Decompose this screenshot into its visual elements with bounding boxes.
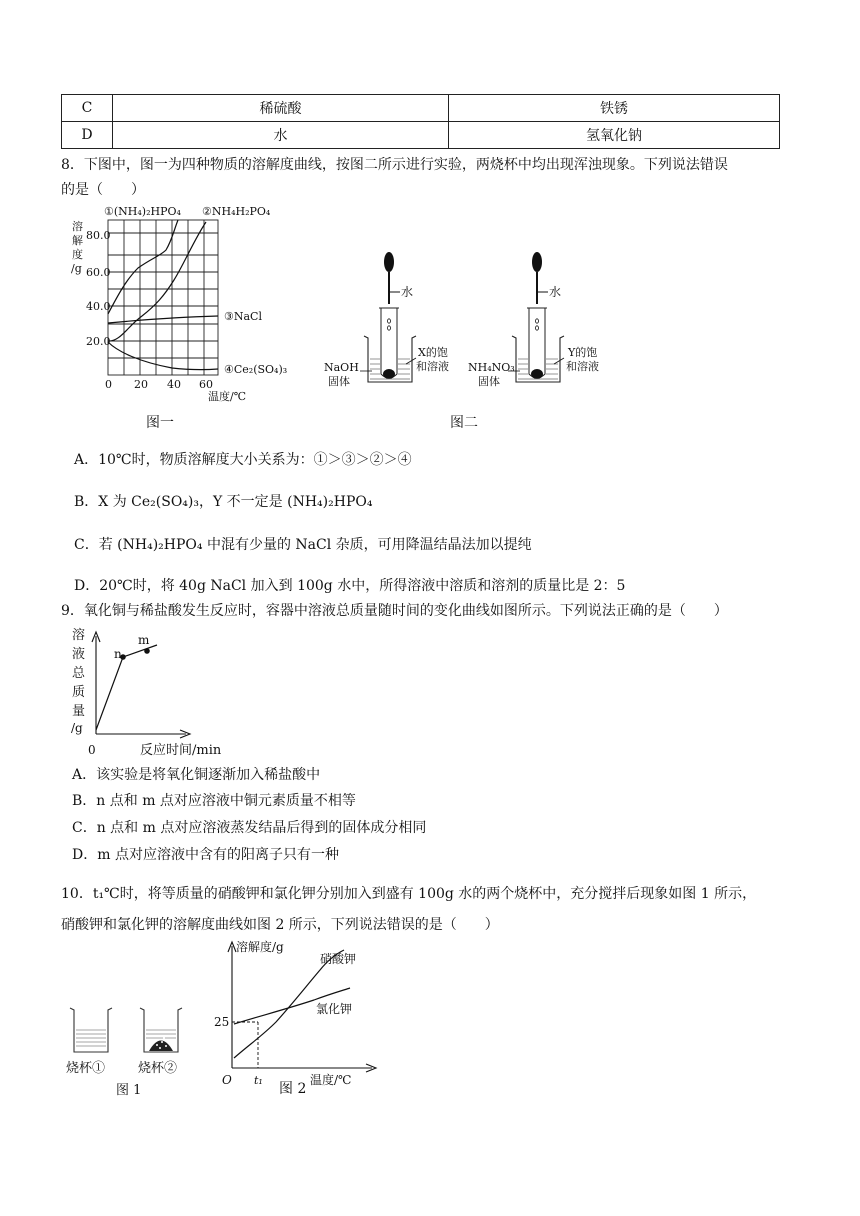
q10-stem-line1: 10．t₁℃时，将等质量的硝酸钾和氯化钾分别加入到盛有 100g 水的两个烧杯中，充分搅拌后现象如图 1 所示， — [61, 886, 757, 902]
options-table — [61, 94, 780, 149]
table-cell-key: C — [62, 95, 113, 122]
table-cell: 铁锈 — [449, 95, 780, 122]
table-cell: 氢氧化钠 — [449, 122, 780, 149]
q9-option-a: A．该实验是将氧化铜逐渐加入稀盐酸中 — [72, 767, 321, 783]
point-m-label: m — [138, 633, 150, 647]
solid-deposit — [383, 369, 395, 379]
y-label-char: 总 — [72, 666, 86, 681]
right-solid-label: 固体 — [478, 375, 500, 388]
left-solid-label: 固体 — [328, 375, 350, 388]
left-apparatus — [324, 252, 449, 388]
right-solution-label: 和溶液 — [566, 360, 599, 373]
chart-grid — [108, 220, 218, 375]
left-solid-label: NaOH — [324, 361, 359, 374]
q10-fig1-caption: 图 1 — [116, 1083, 142, 1098]
q9-option-b: B．n 点和 m 点对应溶液中铜元素质量不相等 — [72, 793, 356, 809]
x-tick-t1: t₁ — [254, 1074, 263, 1087]
curve-1 — [108, 220, 178, 314]
mass-curve — [96, 645, 157, 730]
y-tick: 20.0 — [86, 335, 111, 348]
water-label: 水 — [401, 285, 414, 299]
q8-option-c: C．若 (NH₄)₂HPO₄ 中混有少量的 NaCl 杂质，可用降温结晶法加以提纯 — [74, 537, 532, 553]
q9-stem: 9．氧化铜与稀盐酸发生反应时，容器中溶液总质量随时间的变化曲线如图所示。下列说法正确的是（ ） — [61, 603, 728, 619]
q8-option-b: B．X 为 Ce₂(SO₄)₃，Y 不一定是 (NH₄)₂HPO₄ — [74, 494, 373, 510]
point-m-marker — [144, 648, 150, 654]
label-kno3: 硝酸钾 — [320, 952, 357, 966]
label-kcl: 氯化钾 — [316, 1002, 353, 1016]
table-cell: 水 — [113, 122, 449, 149]
dropper-bulb — [532, 252, 542, 272]
y-label-char: 液 — [72, 647, 86, 662]
curve-2 — [108, 222, 206, 341]
curve-label-2: ②NH₄H₂PO₄ — [202, 205, 271, 218]
q8-fig1-caption: 图一 — [146, 415, 174, 431]
y-label-char: /g — [71, 721, 83, 735]
beaker-2-label: 烧杯② — [138, 1061, 178, 1076]
q8-stem-line2: 的是（ ） — [61, 182, 145, 198]
beaker-1 — [70, 1008, 112, 1052]
y-tick: 60.0 — [86, 266, 111, 279]
right-solution-label: Y的饱 — [568, 346, 598, 359]
y-label-char: 溶 — [72, 220, 83, 233]
curve-label-4: ④Ce₂(SO₄)₃ — [224, 363, 288, 376]
right-solid-label: NH₄NO₃ — [468, 361, 515, 374]
y-tick-25: 25 — [214, 1015, 230, 1029]
y-tick: 40.0 — [86, 300, 111, 313]
y-tick: 80.0 — [86, 229, 111, 242]
x-tick: 20 — [134, 378, 148, 391]
y-label-char: 量 — [72, 704, 86, 719]
x-tick: 40 — [167, 378, 181, 391]
dropper-bulb — [384, 252, 394, 272]
y-axis-label: 溶解度/g — [236, 940, 284, 954]
origin-label: 0 — [88, 743, 96, 757]
q9-mass-time-chart — [64, 622, 264, 762]
right-apparatus — [468, 252, 599, 388]
y-label-char: 溶 — [72, 628, 86, 643]
curve-4 — [108, 342, 218, 370]
beaker-1-label: 烧杯① — [66, 1061, 106, 1076]
left-solution-label: 和溶液 — [416, 360, 449, 373]
q10-fig2-caption: 图 2 — [279, 1081, 307, 1097]
q10-stem-line2: 硝酸钾和氯化钾的溶解度曲线如图 2 所示，下列说法错误的是（ ） — [61, 917, 499, 933]
table-row — [62, 122, 780, 149]
x-tick: 0 — [105, 378, 112, 391]
x-axis-label: 反应时间/min — [140, 743, 222, 758]
q8-option-a: A．10℃时，物质溶解度大小关系为：①＞③＞②＞④ — [74, 452, 412, 468]
q9-option-c: C．n 点和 m 点对应溶液蒸发结晶后得到的固体成分相同 — [72, 820, 427, 836]
q9-option-d: D．m 点对应溶液中含有的阳离子只有一种 — [72, 847, 339, 863]
curve-label-1: ①(NH₄)₂HPO₄ — [104, 205, 181, 218]
q10-solubility-chart — [210, 936, 385, 1101]
q8-experiment-diagram — [320, 246, 620, 391]
q8-solubility-chart — [60, 200, 290, 405]
left-solution-label: X的饱 — [418, 346, 448, 359]
beaker-2 — [140, 1008, 182, 1052]
x-tick: 60 — [199, 378, 213, 391]
x-axis-label: 温度/℃ — [208, 390, 247, 403]
q10-beakers-figure — [64, 1000, 214, 1100]
point-n-label: n — [114, 647, 122, 661]
table-cell-key: D — [62, 122, 113, 149]
x-axis-label: 温度/℃ — [310, 1073, 352, 1087]
y-label-char: /g — [71, 262, 82, 275]
curve-label-3: ③NaCl — [224, 310, 262, 323]
table-cell: 稀硫酸 — [113, 95, 449, 122]
y-label-char: 质 — [72, 685, 86, 700]
solid-deposit — [531, 369, 543, 379]
y-label-char: 度 — [72, 248, 83, 261]
table-row — [62, 95, 780, 122]
q8-stem-line1: 8．下图中，图一为四种物质的溶解度曲线，按图二所示进行实验，两烧杯中均出现浑浊现象。下列说法错误 — [61, 157, 728, 173]
undissolved-solid — [149, 1041, 173, 1052]
q8-option-d: D．20℃时，将 40g NaCl 加入到 100g 水中，所得溶液中溶质和溶剂的质量比是 2：5 — [74, 578, 626, 594]
origin-label: O — [222, 1073, 232, 1087]
q8-fig2-caption: 图二 — [450, 415, 478, 431]
y-label-char: 解 — [72, 234, 83, 247]
water-label: 水 — [549, 285, 562, 299]
curve-3 — [108, 316, 218, 323]
